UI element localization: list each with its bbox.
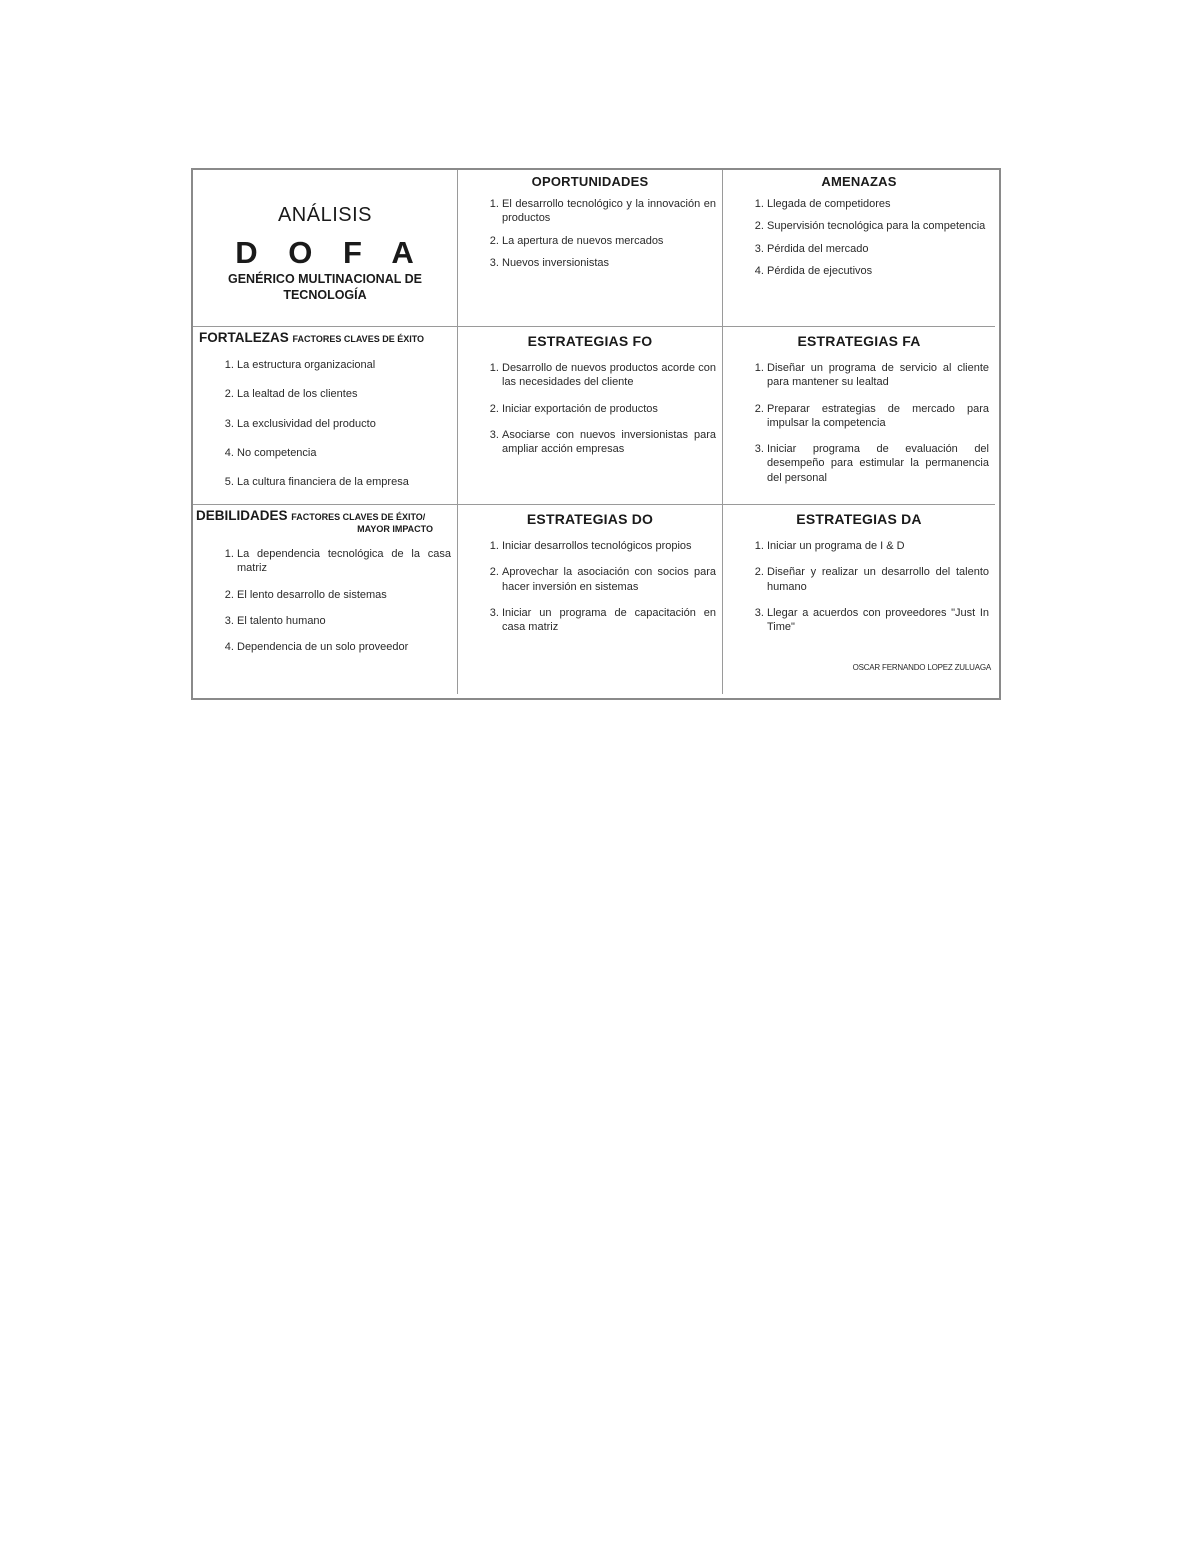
fortalezas-title: FORTALEZAS	[199, 330, 289, 345]
list-item: 3. El talento humano	[237, 614, 451, 628]
list-item: 2. El lento desarrollo de sistemas	[237, 588, 451, 602]
estrategias-fa-list	[729, 361, 989, 485]
list-item: 2. La apertura de nuevos mercados	[502, 234, 716, 248]
oportunidades-list	[464, 197, 716, 270]
estrategias-fo-list	[464, 361, 716, 456]
estrategias-fo-cell	[458, 327, 723, 505]
estrategias-fa-cell	[723, 327, 995, 505]
dofa-matrix	[191, 168, 1001, 700]
list-item: 3. La exclusividad del producto	[237, 417, 451, 431]
estrategias-fo-heading: ESTRATEGIAS FO	[527, 333, 653, 349]
fortalezas-subtitle: FACTORES CLAVES DE ÉXITO	[292, 334, 425, 344]
fortalezas-heading	[199, 330, 451, 346]
list-item: 2. Iniciar exportación de productos	[502, 402, 716, 416]
list-item: 4. Dependencia de un solo proveedor	[237, 640, 451, 654]
debilidades-subtitle-2: MAYOR IMPACTO	[357, 524, 433, 535]
list-item: 1. La dependencia tecnológica de la casa matriz	[237, 547, 451, 576]
debilidades-title: DEBILIDADES	[196, 508, 288, 523]
list-item: 2. Preparar estrategias de mercado para impulsar la competencia	[767, 402, 989, 431]
fortalezas-list	[199, 358, 451, 489]
list-item: 4. Pérdida de ejecutivos	[767, 264, 989, 278]
title-subtitle: GENÉRICO MULTINACIONAL DE TECNOLOGÍA	[228, 272, 422, 302]
estrategias-do-list	[464, 539, 716, 634]
list-item: 2. Diseñar y realizar un desarrollo del talento humano	[767, 565, 989, 594]
list-item: 2. La lealtad de los clientes	[237, 387, 451, 401]
list-item: 3. Nuevos inversionistas	[502, 256, 716, 270]
oportunidades-heading: OPORTUNIDADES	[531, 174, 649, 189]
fortalezas-cell	[193, 327, 458, 505]
list-item: 3. Iniciar un programa de capacitación en casa matriz	[502, 606, 716, 635]
list-item: 1. La estructura organizacional	[237, 358, 451, 372]
title-analisis: ANÁLISIS	[277, 204, 373, 226]
debilidades-subtitle-1: FACTORES CLAVES DE ÉXITO/	[291, 512, 426, 522]
oportunidades-cell	[458, 170, 723, 327]
list-item: 3. Llegar a acuerdos con proveedores "Just In Time"	[767, 606, 989, 635]
amenazas-cell	[723, 170, 995, 327]
estrategias-do-heading: ESTRATEGIAS DO	[526, 511, 654, 527]
list-item: 3. Asociarse con nuevos inversionistas para ampliar acción empresas	[502, 428, 716, 457]
list-item: 1. Diseñar un programa de servicio al cliente para mantener su lealtad	[767, 361, 989, 390]
list-item: 2. Supervisión tecnológica para la competencia	[767, 219, 989, 233]
title-cell	[193, 170, 458, 327]
amenazas-list	[729, 197, 989, 278]
list-item: 5. La cultura financiera de la empresa	[237, 475, 451, 489]
title-dofa: D O F A	[235, 235, 425, 270]
amenazas-heading: AMENAZAS	[821, 174, 897, 189]
estrategias-da-heading: ESTRATEGIAS DA	[796, 511, 922, 527]
estrategias-do-cell	[458, 505, 723, 694]
list-item: 2. Aprovechar la asociación con socios para hacer inversión en sistemas	[502, 565, 716, 594]
list-item: 1. Iniciar un programa de I & D	[767, 539, 989, 553]
debilidades-heading	[196, 508, 451, 535]
list-item: 3. Iniciar programa de evaluación del desempeño para estimular la permanencia del personal	[767, 442, 989, 485]
list-item: 1. Llegada de competidores	[767, 197, 989, 211]
author-signature: OSCAR FERNANDO LOPEZ ZULUAGA	[852, 663, 991, 672]
list-item: 1. El desarrollo tecnológico y la innovación en productos	[502, 197, 716, 226]
estrategias-da-list	[729, 539, 989, 634]
debilidades-cell	[193, 505, 458, 694]
list-item: 1. Desarrollo de nuevos productos acorde con las necesidades del cliente	[502, 361, 716, 390]
estrategias-fa-heading: ESTRATEGIAS FA	[797, 333, 921, 349]
list-item: 4. No competencia	[237, 446, 451, 460]
debilidades-list	[199, 547, 451, 654]
list-item: 3. Pérdida del mercado	[767, 242, 989, 256]
estrategias-da-cell	[723, 505, 995, 694]
list-item: 1. Iniciar desarrollos tecnológicos propios	[502, 539, 716, 553]
